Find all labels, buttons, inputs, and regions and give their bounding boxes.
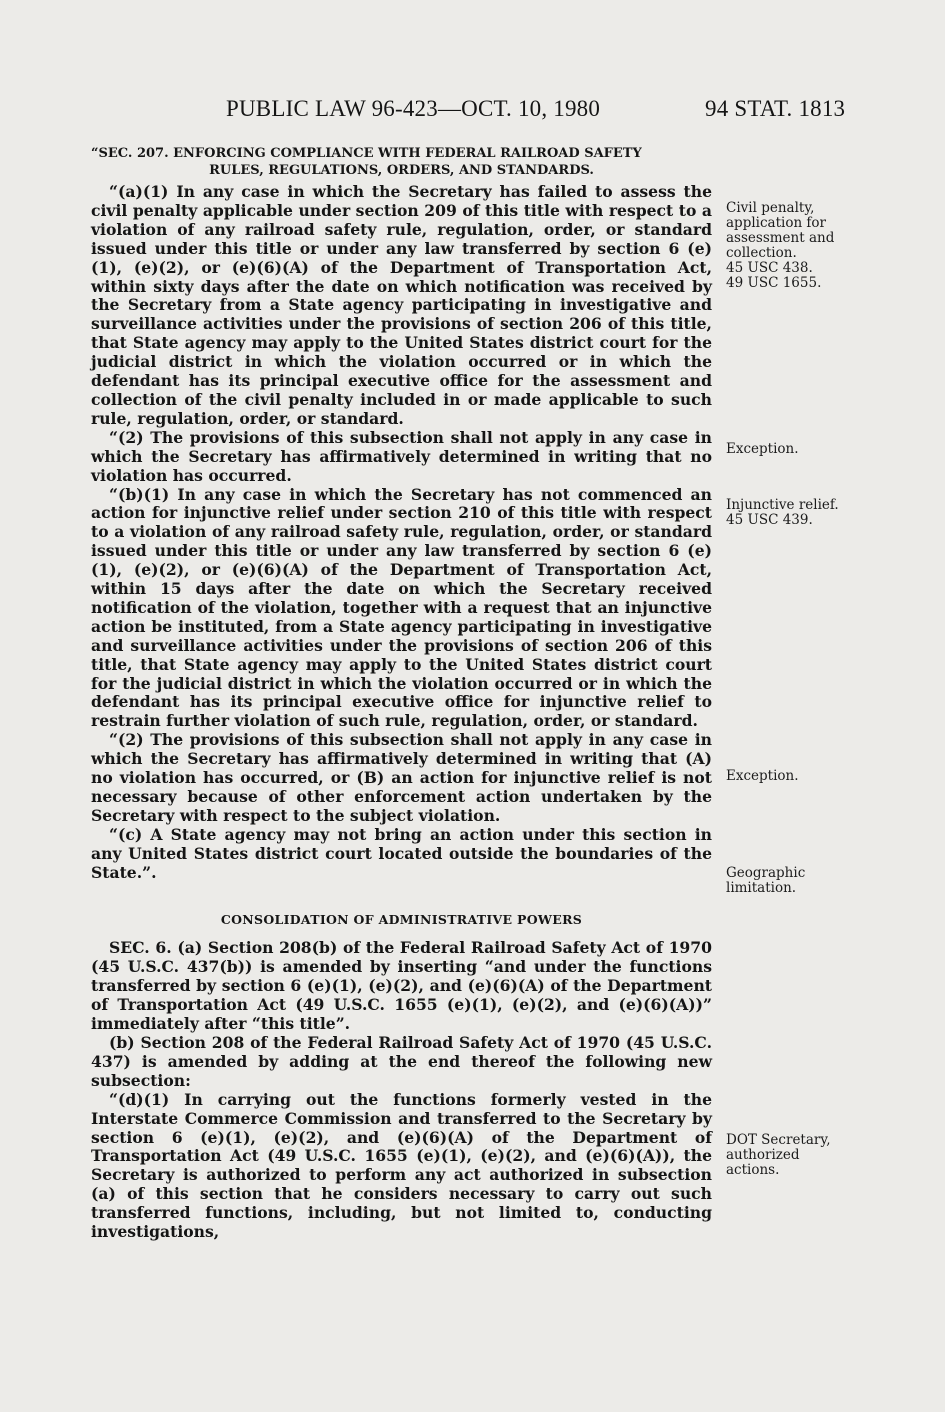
margin-note-line: Civil penalty, bbox=[726, 200, 815, 216]
margin-note-exception-2 bbox=[726, 769, 876, 784]
margin-note-dot-secretary bbox=[726, 1133, 876, 1178]
margin-note-exception-1 bbox=[726, 442, 876, 457]
paragraph-sec6a: SEC. 6. (a) Section 208(b) of the Federal Railroad Safety Act of 1970 (45 U.S.C. 437(b)) is amended by inserting “and under the functions transferred by section 6 (e)(1), (e)(2), and (e)(6)(A) of the Department of Transportation Act (49 U.S.C. 1655 (e)(1), (e)(2), and (e)(6)(A))” immediately after “this title”. bbox=[91, 938, 712, 1034]
paragraph-a1: “(a)(1) In any case in which the Secretary has failed to assess the civil penalty applicable under section 209 of this title with respect to a violation of any railroad safety rule, regulation, order, or standard issued under this title or under any law transferred by section 6 (e)(1), (e)(2), or (e)(6)(A) of the Department of Transportation Act, within sixty days after the date on which notification was received by the Secretary from a State agency participating in investigative and surveillance activities under the provisions of section 206 of this title, that State agency may apply to the United States district court for the judicial district in which the violation occurred or in which the defendant has its principal executive office for the assessment and collection of the civil penalty included in or made applicable to such rule, regulation, order, or standard. bbox=[91, 182, 712, 428]
paragraph-d1: “(d)(1) In carrying out the functions formerly vested in the Interstate Commerce Commission and transferred to the Secretary by section 6 (e)(1), (e)(2), and (e)(6)(A) of the Department of Transportation Act (49 U.S.C. 1655 (e)(1), (e)(2), and (e)(6)(A)), the Secretary is authorized to perform any act authorized in subsection (a) of this section that he considers necessary to carry out such transferred functions, including, but not limited to, conducting investigations, bbox=[91, 1089, 712, 1242]
header-stat-citation: 94 STAT. 1813 bbox=[705, 96, 846, 121]
header-title: PUBLIC LAW 96-423—OCT. 10, 1980 bbox=[226, 96, 601, 121]
margin-note-line: DOT Secretary, bbox=[726, 1132, 831, 1148]
margin-note-line: Geographic bbox=[726, 865, 806, 881]
margin-note-line: 45 USC 439. bbox=[726, 512, 813, 528]
section-heading-line2: RULES, REGULATIONS, ORDERS, AND STANDARDS. bbox=[209, 163, 594, 178]
margin-note-line: actions. bbox=[726, 1162, 780, 1178]
margin-note-line: Exception. bbox=[726, 768, 799, 784]
paragraph-a2: “(2) The provisions of this subsection shall not apply in any case in which the Secretary has affirmatively determined in writing that no violation has occurred. bbox=[91, 427, 712, 485]
paragraph-sec6b: (b) Section 208 of the Federal Railroad Safety Act of 1970 (45 U.S.C. 437) is amended by adding at the end thereof the following new subsection: bbox=[91, 1032, 712, 1090]
paragraph-b2: “(2) The provisions of this subsection shall not apply in any case in which the Secretary has affirmatively determined in writing that (A) no violation has occurred, or (B) an action for injunctive relief is not necessary because of other enforcement action undertaken by the Secretary with respect to the subject violation. bbox=[91, 730, 712, 825]
margin-note-line: 45 USC 438. bbox=[726, 260, 813, 276]
margin-note-line: collection. bbox=[726, 245, 797, 261]
section-heading-line1: “SEC. 207. ENFORCING COMPLIANCE WITH FEDERAL RAILROAD SAFETY bbox=[91, 146, 642, 161]
margin-note-line: assessment and bbox=[726, 230, 835, 246]
section-heading bbox=[91, 145, 712, 179]
margin-note-line: Injunctive relief. bbox=[726, 497, 839, 513]
margin-note-line: 49 USC 1655. bbox=[726, 275, 822, 291]
paragraph-b1: “(b)(1) In any case in which the Secretary has not commenced an action for injunctive relief under section 210 of this title with respect to a violation of any railroad safety rule, regulation, order, or standard issued under this title or under any law transferred by section 6 (e)(1), (e)(2), or (e)(6)(A) of the Department of Transportation Act, within 15 days after the date on which the Secretary received notification of the violation, together with a request that an injunctive action be instituted, from a State agency participating in investigative and surveillance activities under the provisions of section 206 of this title, that State agency may apply to the United States district court for the judicial district in which the violation occurred or in which the defendant has its principal executive office for injunctive relief to restrain further violation of such rule, regulation, order, or standard. bbox=[91, 484, 712, 731]
margin-note-line: application for bbox=[726, 215, 827, 231]
paragraph-c: “(c) A State agency may not bring an action under this section in any United States district court located outside the boundaries of the State.”. bbox=[91, 824, 712, 882]
margin-note-geographic-limitation bbox=[726, 866, 876, 896]
main-text bbox=[91, 145, 712, 1242]
margin-note-civil-penalty bbox=[726, 201, 876, 291]
margin-note-line: authorized bbox=[726, 1147, 800, 1163]
margin-note-line: limitation. bbox=[726, 880, 797, 896]
margin-note-injunctive-relief bbox=[726, 498, 876, 528]
margin-note-line: Exception. bbox=[726, 441, 799, 457]
consolidation-heading: CONSOLIDATION OF ADMINISTRATIVE POWERS bbox=[220, 911, 583, 927]
page-header bbox=[0, 96, 945, 132]
